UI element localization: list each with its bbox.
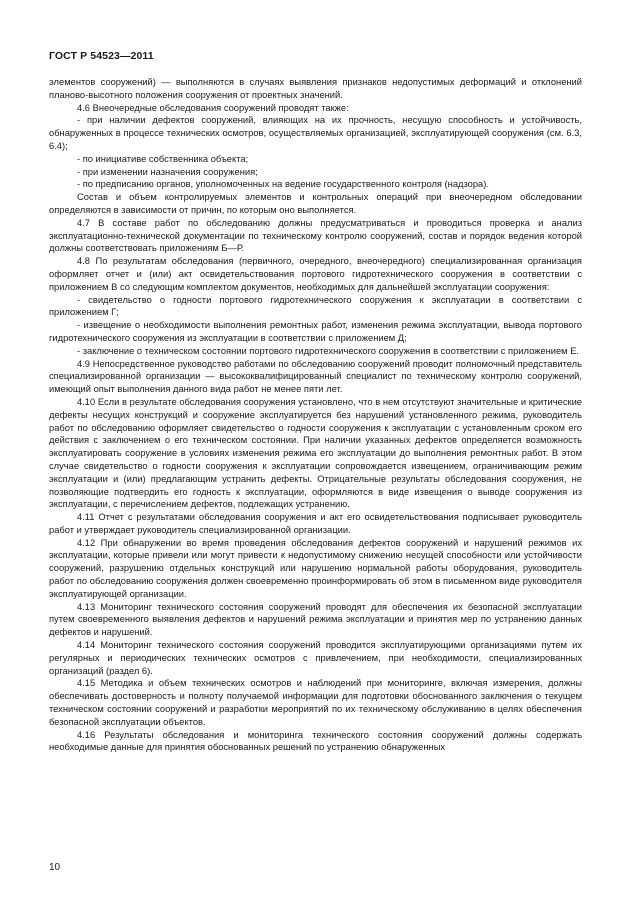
paragraph: элементов сооружений) — выполняются в случаях выявления признаков недопустимых деформаций и отклонений планово-высотного положения сооружения от проектных значений.	[49, 77, 582, 100]
paragraph: 4.11 Отчет с результатами обследования сооружения и акт его освидетельствования подписывает руководитель работ и утверждает руководитель специализированной организации.	[49, 512, 582, 535]
paragraph: 4.14 Мониторинг технического состояния сооружений проводится эксплуатирующими организациями путем их регулярных и периодических технических осмотров с привлечением, при необходимости, специализированных организаций (раздел 6).	[49, 640, 582, 676]
list-item: - при наличии дефектов сооружений, влияющих на их прочность, несущую способность и устойчивость, обнаруженных в процессе технических осмотров, осуществляемых организацией, эксплуатирующей сооружения (см. 6.3, 6.4);	[49, 115, 582, 151]
list-item: - извещение о необходимости выполнения ремонтных работ, изменения режима эксплуатации, вывода портового гидротехнического сооружения из эксплуатации в соответствии с приложением Д;	[49, 320, 582, 343]
list-item: - свидетельство о годности портового гидротехнического сооружения к эксплуатации в соответствии с приложением Г;	[49, 294, 582, 318]
paragraph: 4.8 По результатам обследования (первичного, очередного, внеочередного) специализированная организация оформляет отчет и (или) акт освидетельствования портового гидротехнического сооружения в соответствии с приложением В со следующим комплектом документов, необходимых для дальнейшей эксплуатации сооружения:	[49, 256, 582, 292]
paragraph: 4.15 Методика и объем технических осмотров и наблюдений при мониторинге, включая измерения, должны обеспечивать достоверность и полноту получаемой информации для подготовки обоснованного заключения о текущем техническом состоянии сооружений и разработки мероприятий по их техническому обслуживанию в целях обеспечения безопасной эксплуатации объектов.	[49, 678, 582, 727]
page-number: 10	[49, 862, 61, 873]
document-body	[49, 76, 582, 754]
list-item: - заключение о техническом состоянии портового гидротехнического сооружения в соответствии с приложением Е.	[77, 345, 580, 356]
paragraph: 4.7 В составе работ по обследованию должны предусматриваться и проводиться проверка и анализ эксплуатационно-технической документации по техническому контролю сооружений, состав и порядок ведения которой должны соответствовать приложениям Б—Р.	[49, 217, 582, 254]
paragraph: 4.9 Непосредственное руководство работами по обследованию сооружений проводит полномочный представитель специализированной организации — высококвалифицированный специалист по техническому контролю сооружений, имеющий опыт выполнения данного вида работ не менее пяти лет.	[49, 358, 582, 395]
paragraph: 4.10 Если в результате обследования сооружения установлено, что в нем отсутствуют значительные и критические дефекты несущих конструкций и сооружение эксплуатируется без нарушений установленного режима, руководитель работ по обследованию оформляет свидетельство о годности сооружения к эксплуатации с установленным сроком его действия с заключением о его техническом состоянии. При наличии указанных дефектов определяется возможность эксплуатировать сооружение в условиях изменения режима его эксплуатации до выполнения ремонтных работ. В этом случае свидетельство о годности сооружения к эксплуатации сопровождается извещением, ограничивающим режим эксплуатации и (или) предлагающим устранить дефекты. Отрицательные результаты обследования сооружения, не позволяющие подтвердить его годность к эксплуатации, оформляются в виде извещения о выводе сооружения из эксплуатации, с перечислением дефектов, подлежащих устранению.	[49, 396, 582, 510]
paragraph: 4.16 Результаты обследования и мониторинга технического состояния сооружений должны содержать необходимые данные для принятия обоснованных решений по устранению обнаруженных	[49, 729, 582, 753]
document-header: ГОСТ Р 54523—2011	[49, 50, 154, 62]
paragraph: 4.12 При обнаружении во время проведения обследования дефектов сооружений и нарушений режимов их эксплуатации, которые привели или могут привести к недопустимому снижению несущей способности или устойчивости сооружений, разрушению отдельных конструкций или нарушению нормальной работы оборудования, руководитель работ по обследованию сооружения должен своевременно проинформировать об этом в письменном виде руководителя эксплуатирующей организации.	[49, 537, 582, 599]
paragraph: 4.13 Мониторинг технического состояния сооружений проводят для обеспечения их безопасной эксплуатации путем своевременного выявления дефектов и нарушений режима эксплуатации и принятия мер по устранению данных дефектов и нарушений.	[49, 601, 582, 638]
list-item: - по предписанию органов, уполномоченных на ведение государственного контроля (надзора).	[77, 179, 489, 190]
list-item: - по инициативе собственника объекта;	[77, 153, 249, 164]
paragraph: Состав и объем контролируемых элементов и контрольных операций при внеочередном обследовании определяются в зависимости от причин, по которым оно выполняется.	[49, 192, 582, 215]
paragraph: 4.6 Внеочередные обследования сооружений проводят также:	[77, 102, 349, 113]
list-item: - при изменении назначения сооружения;	[77, 166, 258, 177]
